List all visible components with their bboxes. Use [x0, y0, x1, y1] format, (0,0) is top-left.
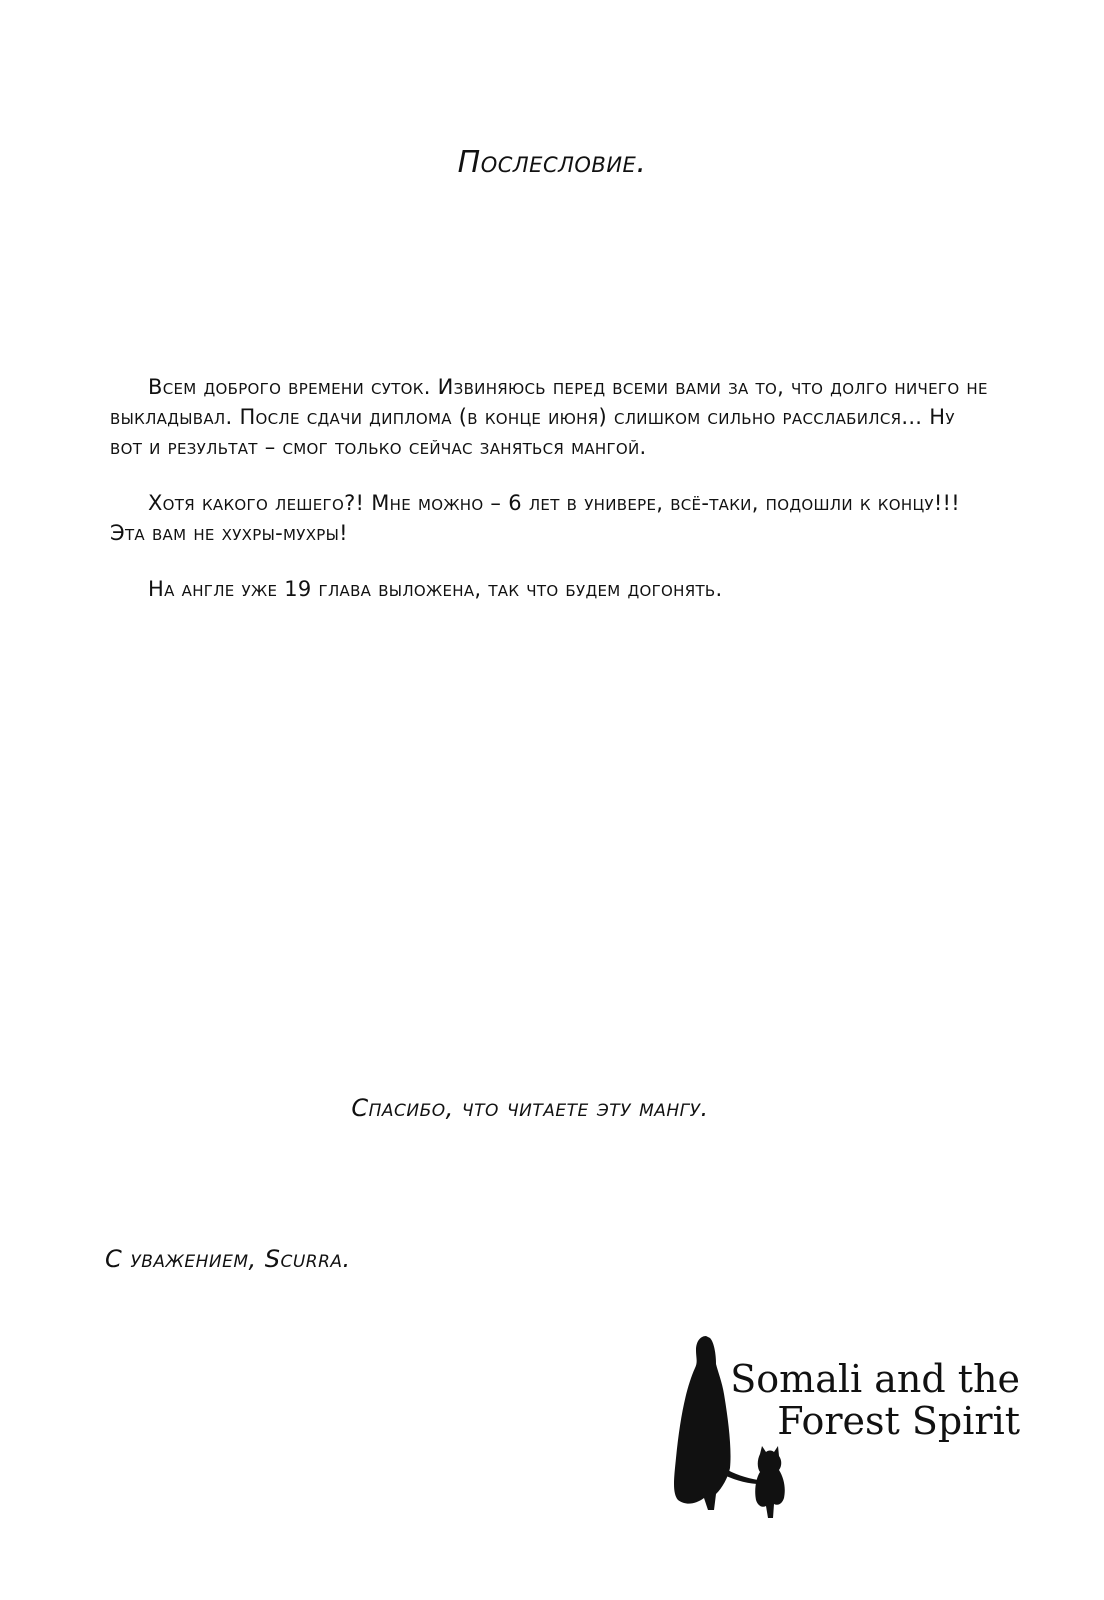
paragraph-3: На англе уже 19 глава выложена, так что будем догонять.	[148, 577, 723, 601]
paragraph-2: Хотя какого лешего?! Мне можно – 6 лет в универе, всё-таки, подошли к концу!!! Эта вам не хухры-мухры!	[110, 491, 960, 545]
afterword-body	[110, 372, 990, 630]
thanks-line: Спасибо, что читаете эту мангу.	[351, 1094, 709, 1122]
series-logo	[668, 1328, 1028, 1528]
logo-line-2: Forest Spirit	[777, 1399, 1020, 1443]
logo-line-1: Somali and the	[730, 1357, 1020, 1401]
paragraph-1: Всем доброго времени суток. Извиняюсь перед всеми вами за то, что долго ничего не выкладывал. После сдачи диплома (в конце июня) слишком сильно расслабился... Ну вот и результат – смог только сейчас заняться мангой.	[110, 375, 988, 459]
page-title: Послесловие.	[457, 145, 647, 180]
logo-text	[730, 1358, 1020, 1442]
signature: С уважением, Scurra.	[105, 1245, 351, 1273]
